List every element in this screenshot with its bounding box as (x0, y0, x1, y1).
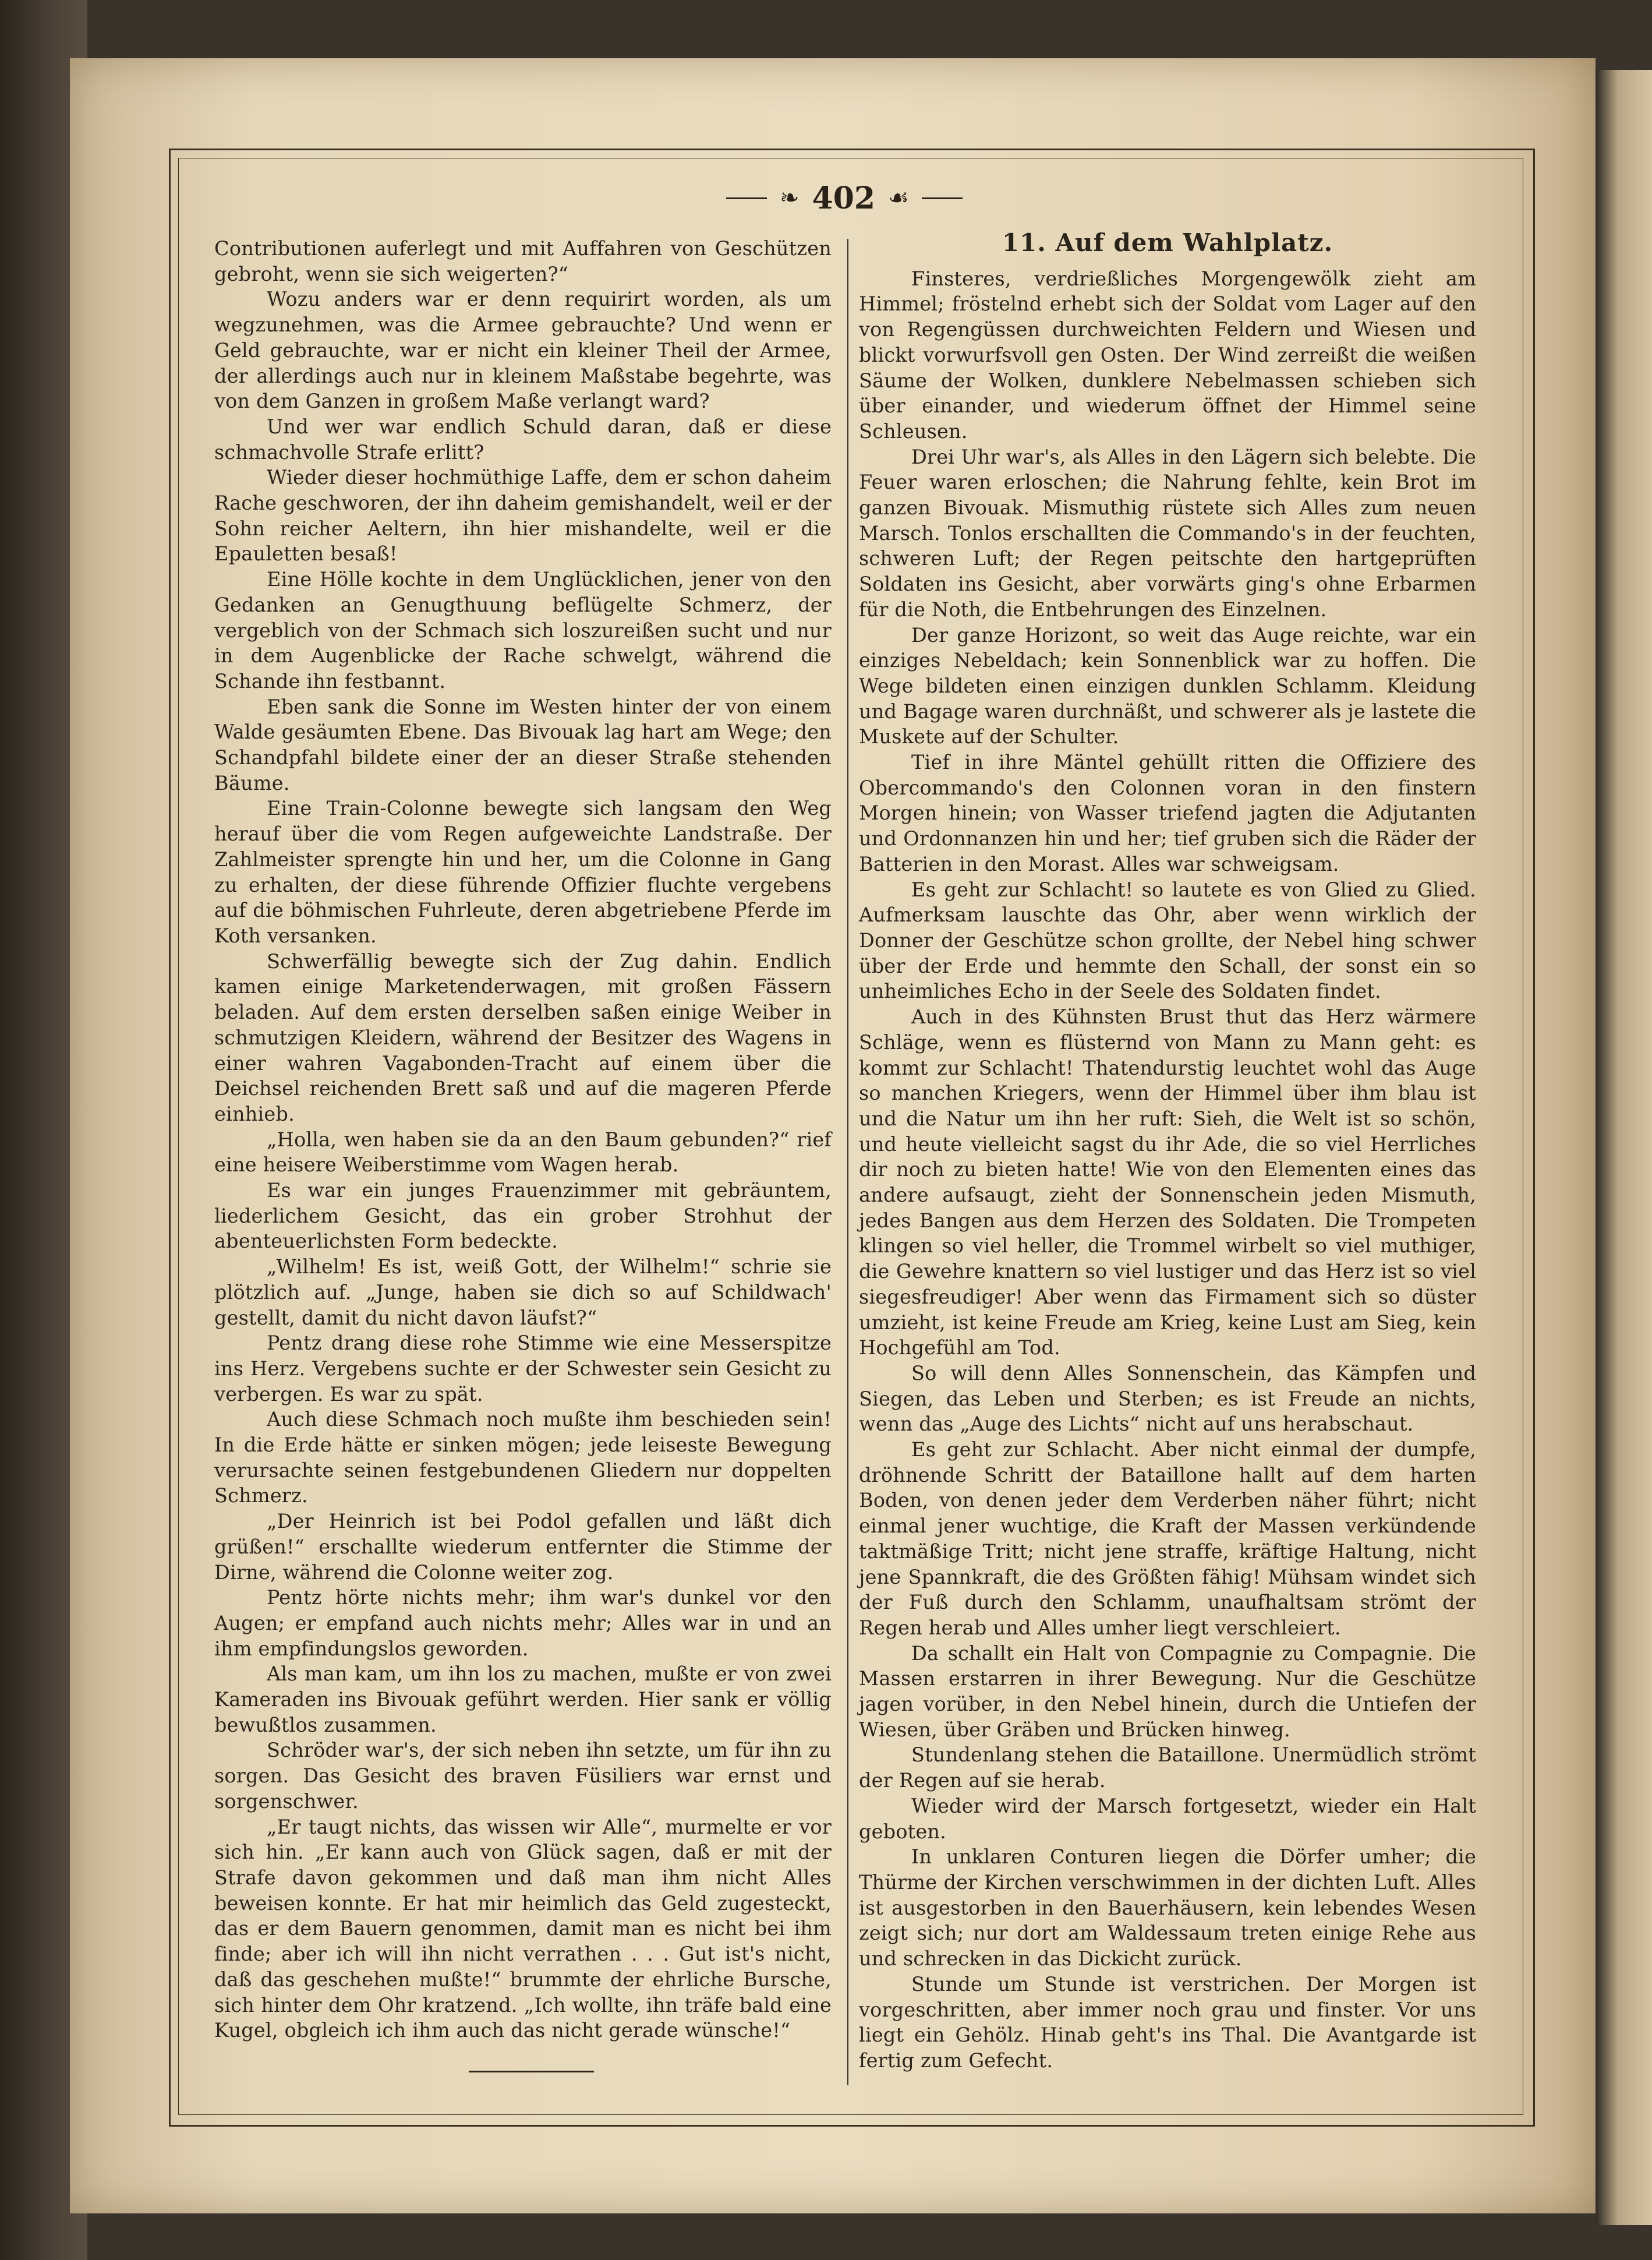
page-header (722, 175, 967, 221)
paragraph: Contributionen auferlegt und mit Auffahren von Geschützen gebroht, wenn sie sich weigerten?“ (214, 237, 832, 285)
paragraph: Pentz hörte nichts mehr; ihm war's dunkel vor den Augen; er empfand auch nichts mehr; Alles war in und an ihm empfindungslos geworden. (214, 1586, 832, 1660)
paragraph: Eine Hölle kochte in dem Unglücklichen, jener von den Gedanken an Genugthuung beflügelte Schmerz, der vergeblich von der Schmach sich loszureißen sucht und nur in dem Augenblicke der Rache schwelgt, während die Schande ihn festbannt. (214, 568, 832, 693)
paragraph: „Der Heinrich ist bei Podol gefallen und läßt dich grüßen!“ erschallte wiederum entfernter die Stimme der Dirne, während die Colonne weiter zog. (214, 1510, 832, 1584)
paragraph: Der ganze Horizont, so weit das Auge reichte, war ein einziges Nebeldach; kein Sonnenblick war zu hoffen. Die Wege bildeten einen einzigen dunklen Schlamm. Kleidung und Bagage waren durchnäßt, und schwerer als je lastete die Muskete auf der Schulter. (859, 623, 1476, 748)
paragraph: Tief in ihre Mäntel gehüllt ritten die Offiziere des Obercommando's den Colonnen voran in den finstern Morgen hinein; von Wasser triefend jagten die Adjutanten und Ordonnanzen hin und her; tief gruben sich die Räder der Batterien in den Morast. Alles war schweigsam. (859, 751, 1476, 875)
paragraph: Eine Train-Colonne bewegte sich langsam den Weg herauf über die vom Regen aufgeweichte Landstraße. Der Zahlmeister sprengte hin und her, um die Colonne in Gang zu erhalten, der diese führende Offizier fluchte vergebens auf die böhmischen Fuhrleute, deren abgetriebene Pferde im Koth versanken. (214, 797, 832, 947)
paragraph: Als man kam, um ihn los zu machen, mußte er von zwei Kameraden ins Bivouak geführt werden. Hier sank er völlig bewußtlos zusammen. (214, 1662, 832, 1736)
paragraph: „Er taugt nichts, das wissen wir Alle“, murmelte er vor sich hin. „Er kann auch von Glück sagen, daß er mit der Strafe davon gekommen und daß man ihm nicht Alles beweisen konnte. Er hat mir heimlich das Geld zugesteckt, das er dem Bauern genommen, damit man es nicht bei ihm finde; aber ich will ihn nicht verrathen . . . Gut ist's nicht, daß das geschehen mußte!“ brummte der ehrliche Bursche, sich hinter dem Ohr kratzend. „Ich wollte, ihn träfe bald eine Kugel, obgleich ich ihm auch das nicht gerade wünsche!“ (214, 1815, 832, 2042)
paragraph: Stunde um Stunde ist verstrichen. Der Morgen ist vorgeschritten, aber immer noch grau und finster. Vor uns liegt ein Gehölz. Hinab geht's ins Thal. Die Avantgarde ist fertig zum Gefecht. (859, 1972, 1476, 2072)
paragraph: In unklaren Conturen liegen die Dörfer umher; die Thürme der Kirchen verschwimmen in der dichten Luft. Alles ist ausgestorben in den Bauerhäusern, kein lebendes Wesen zeigt sich; nur dort am Waldessaum treten einige Rehe aus und schrecken in das Dickicht zurück. (859, 1845, 1476, 1971)
paragraph: Wozu anders war er denn requirirt worden, als um wegzunehmen, was die Armee gebrauchte? Und wenn er Geld gebrauchte, war er nicht ein kleiner Theil der Armee, der allerdings auch nur in kleinem Maßstabe begehrte, was von dem Ganzen in großem Maße verlangt ward? (214, 288, 832, 413)
paragraph: Wieder dieser hochmüthige Laffe, dem er schon daheim Rache geschworen, der ihn daheim gemishandelt, weil er der Sohn reicher Aeltern, ihn hier mishandelte, weil er die Epauletten besaß! (214, 466, 832, 566)
paragraph: „Holla, wen haben sie da an den Baum gebunden?“ rief eine heisere Weiberstimme vom Wagen herab. (214, 1128, 832, 1177)
header-rule-left (726, 197, 767, 199)
section-title: 11. Auf dem Wahlplatz. (1002, 228, 1333, 257)
paragraph: Schwerfällig bewegte sich der Zug dahin. Endlich kamen einige Marketenderwagen, mit großen Fässern beladen. Auf dem ersten derselben saßen einige Weiber in schmutzigen Kleidern, während der Besitzer des Wagens in einer wahren Vagabonden-Tracht auf einem über die Deichsel reichenden Brett saß und auf die mageren Pferde einhieb. (214, 949, 832, 1125)
paragraph: Drei Uhr war's, als Alles in den Lägern sich belebte. Die Feuer waren erloschen; die Nahrung fehlte, kein Brot im ganzen Bivouak. Mismuthig rüstete sich Alles zum neuen Marsch. Tonlos erschallten die Commando's in der feuchten, schweren Luft; der Regen peitschte den hartgeprüften Soldaten ins Gesicht, aber vorwärts ging's ohne Erbarmen für die Noth, die Entbehrungen des Einzelnen. (859, 445, 1476, 621)
end-rule (469, 2071, 594, 2072)
paragraph: Eben sank die Sonne im Westen hinter der von einem Walde gesäumten Ebene. Das Bivouak lag hart am Wege; den Schandpfahl bildete einer der an dieser Straße stehenden Bäume. (214, 695, 832, 794)
paragraph: Pentz drang diese rohe Stimme wie eine Messerspitze ins Herz. Vergebens suchte er der Schwester sein Gesicht zu verbergen. Es war zu spät. (214, 1332, 832, 1406)
paragraph: Es geht zur Schlacht! so lautete es von Glied zu Glied. Aufmerksam lauschte das Ohr, aber wenn wirklich der Donner der Geschütze schon grollte, der Nebel hing schwer über der Erde und hemmte den Schall, der sonst ein so unheimliches Echo in der Seele des Soldaten findet. (859, 878, 1476, 1003)
paragraph: Auch diese Schmach noch mußte ihm beschieden sein! In die Erde hätte er sinken mögen; jede leiseste Bewegung verursachte seinen festgebundenen Gliedern nur doppelten Schmerz. (214, 1408, 832, 1507)
paragraph: So will denn Alles Sonnenschein, das Kämpfen und Siegen, das Leben und Sterben; es ist Freude an nichts, wenn das „Auge des Lichts“ nicht auf uns herabschaut. (859, 1361, 1476, 1436)
paragraph: Und wer war endlich Schuld daran, daß er diese schmachvolle Strafe erlitt? (214, 415, 832, 464)
page-number: 402 (812, 180, 876, 216)
paragraph: Da schallt ein Halt von Compagnie zu Compagnie. Die Massen erstarren in ihrer Bewegung. Nur die Geschütze jagen vorüber, in den Nebel hinein, durch die Untiefen der Wiesen, über Gräben und Brücken hinweg. (859, 1641, 1476, 1741)
paragraph: Stundenlang stehen die Bataillone. Unermüdlich strömt der Regen auf sie herab. (859, 1743, 1476, 1792)
column-divider (847, 239, 848, 2085)
paragraph: „Wilhelm! Es ist, weiß Gott, der Wilhelm!“ schrie sie plötzlich auf. „Junge, haben sie dich so auf Schildwach' gestellt, damit du nicht davon läufst?“ (214, 1255, 832, 1329)
right-column (859, 230, 1476, 2074)
ornament-left-icon: ❧ (780, 185, 800, 211)
left-column (214, 236, 832, 2043)
paragraph: Auch in des Kühnsten Brust thut das Herz wärmere Schläge, wenn es flüsternd von Mann zu Mann geht: es kommt zur Schlacht! Thatendurstig leuchtet wohl das Auge so manchen Kriegers, wenn der Himmel über ihm blau ist und die Natur um ihn her ruft: Sieh, die Welt ist so schön, und heute vielleicht sagst du ihr Ade, die so viel Herrliches dir noch zu bieten hatte! Wie von den Elementen eines das andere aufsaugt, zieht der Sonnenschein jeden Mismuth, jedes Bangen aus dem Herzen des Soldaten. Die Trompeten klingen so viel heller, die Trommel wirbelt so viel muthiger, die Gewehre knattern so viel lustiger und das Herz ist so viel siegesfreudiger! Aber wenn das Firmament sich so düster umzieht, ist keine Freude am Krieg, keine Lust am Sieg, kein Hochgefühl am Tod. (859, 1005, 1476, 1359)
facing-page-edge (1596, 70, 1652, 2225)
paragraph: Finsteres, verdrießliches Morgengewölk zieht am Himmel; fröstelnd erhebt sich der Soldat vom Lager auf den von Regengüssen durchweichten Feldern und Wiesen und blickt vorwurfsvoll gen Osten. Der Wind zerreißt die weißen Säume der Wolken, dunklere Nebelmassen schieben sich über einander, und wiederum öffnet der Himmel seine Schleusen. (859, 267, 1476, 443)
paragraph: Es war ein junges Frauenzimmer mit gebräuntem, liederlichem Gesicht, das ein grober Strohhut der abenteuerlichsten Form bedeckte. (214, 1179, 832, 1253)
header-rule-right (922, 197, 963, 199)
paragraph: Schröder war's, der sich neben ihn setzte, um für ihn zu sorgen. Das Gesicht des braven Füsiliers war ernst und sorgenschwer. (214, 1739, 832, 1813)
paragraph: Es geht zur Schlacht. Aber nicht einmal der dumpfe, dröhnende Schritt der Bataillone hallt auf dem harten Boden, von denen jeder dem Verderben näher führt; nicht einmal jener wuchtige, die Kraft der Massen verkündende taktmäßige Tritt; nicht jene straffe, kräftige Haltung, nicht jene Spannkraft, die des Größten fähig! Mühsam windet sich der Fuß durch den Schlamm, unaufhaltsam strömt der Regen herab und Alles umher liegt verschleiert. (859, 1438, 1476, 1639)
ornament-right-icon: ☙ (888, 185, 909, 211)
paragraph: Wieder wird der Marsch fortgesetzt, wieder ein Halt geboten. (859, 1794, 1476, 1843)
